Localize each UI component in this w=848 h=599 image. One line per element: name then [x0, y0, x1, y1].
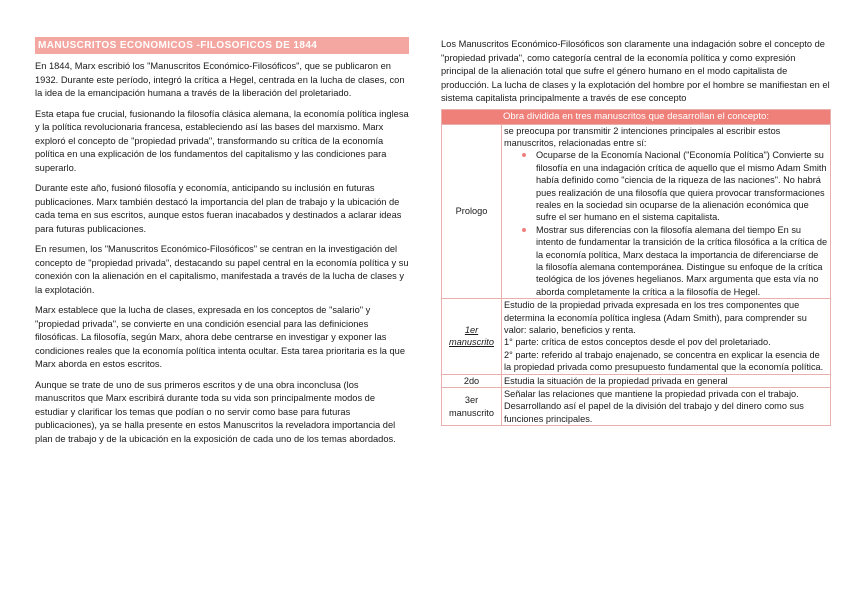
prologo-points — [504, 149, 828, 298]
paragraph-5: Marx establece que la lucha de clases, expresada en los conceptos de "salario" y "propiedad privada", se convierte en una condición esencial para las definiciones filosóficas. La filosofía, según Marx, ahora debe centrarse en investigar y exponer las condiciones reales que la economía política intenta ocultar. Esta tarea prioritaria es la que Marx aborda en estos escritos. — [35, 305, 406, 369]
row-label-tercero: 3er manuscrito — [442, 388, 502, 426]
paragraph-4: En resumen, los "Manuscritos Económico-Filosóficos" se centran en la investigación del concepto de "propiedad privada", destacando su papel central en la economía política y su conexión con la alienación en el capitalismo, manifestada a través de la lucha de clases y la explotación. — [35, 244, 409, 295]
row-label-segundo: 2do — [442, 374, 502, 387]
primero-line-1: Estudio de la propiedad privada expresada en los tres componentes que determina la economía política inglesa (Adam Smith), para comprender su valor: salario, beneficios y renta. — [504, 300, 807, 335]
table-header-row — [442, 109, 831, 124]
table-row-segundo — [442, 374, 831, 387]
row-content-segundo: Estudia la situación de la propiedad privada en general — [502, 374, 831, 387]
table-header: Obra dividida en tres manuscritos que desarrollan el concepto: — [442, 109, 831, 124]
left-column — [35, 37, 409, 446]
section-title: MANUSCRITOS ECONOMICOS -FILOSOFICOS DE 1844 — [35, 37, 409, 54]
row-label-prologo: Prologo — [442, 124, 502, 299]
table-row-prologo — [442, 124, 831, 299]
prologo-lead: se preocupa por transmitir 2 intenciones principales al escribir estos manuscritos, relacionadas entre sí: — [504, 125, 781, 148]
paragraph-1: En 1844, Marx escribió los "Manuscritos Económico-Filosóficos", que se publicaron en 1932. Durante este período, integró la crítica a Hegel, centrada en la lucha de clases, con la idea de la emancipación humana a través de la liberación del proletariado. — [35, 61, 405, 98]
row-content-prologo — [502, 124, 831, 299]
row-label-primero-link[interactable]: 1er manuscrito — [442, 299, 502, 374]
prologo-point-2: Mostrar sus diferencias con la filosofía alemana del tiempo En su intento de fundamentar la transición de la crítica filosófica a la crítica de la economía política, Marx destaca la importancia de diferenciarse de la filosofía alemana contemporánea. Distingue su enfoque de la crítica teológica de los jóvenes hegelianos. Marx argumenta que esta vía no aborda completamente la crítica a la filosofía de Hegel. — [522, 224, 828, 298]
primero-line-3: 2° parte: referido al trabajo enajenado, se concentra en explicar la esencia de la propiedad privada como presupuesto fundamental que la economía política. — [504, 349, 824, 373]
row-content-primero — [502, 299, 831, 374]
row-content-tercero: Señalar las relaciones que mantiene la propiedad privada con el trabajo. Desarrollando así el papel de la división del trabajo y del dinero como sus funciones principales. — [502, 388, 831, 426]
intro-paragraph: Los Manuscritos Económico-Filosóficos son claramente una indagación sobre el concepto de "propiedad privada", como categoría central de la economía política y como expresión principal de la alienación total que sufre el género humano en el modo capitalista de producción. La lucha de clases y la explotación del hombre por el hombre se manifiestan en el sistema capitalista principalmente a través de ese concepto — [441, 39, 830, 103]
paragraph-3: Durante este año, fusionó filosofía y economía, anticipando su inclusión en futuras publicaciones. Marx también destacó la importancia del plan de trabajo y la ubicación de cada tema en sus escritos, aunque estos fueran inacabados y destinados a aclarar ideas para futuras publicaciones. — [35, 183, 402, 234]
manuscripts-table — [441, 109, 831, 427]
table-row-primero — [442, 299, 831, 374]
prologo-point-1: Ocuparse de la Economía Nacional ("Economía Política") Convierte su filosofía en una indagación crítica de aquello que el mismo Adam Smith había definido como "ciencia de la riqueza de las naciones". No habrá pues realización de una filosofía que quiera provocar transformaciones reales en la sociedad sin ocuparse de la alienación económica que sufre el ser humano en el sistema capitalista. — [522, 149, 828, 223]
primero-line-2: 1° parte: crítica de estos conceptos desde el pov del proletariado. — [504, 337, 771, 348]
table-row-tercero — [442, 388, 831, 426]
right-column — [441, 38, 831, 426]
paragraph-2: Esta etapa fue crucial, fusionando la filosofía clásica alemana, la economía política inglesa y la política revolucionaria francesa, estableciendo así las bases del marxismo. Marx exploró el concepto de "propiedad privada", transformando su crítica de la economía política en una explicación de los fundamentos del capitalismo y las condiciones para superarlo. — [35, 108, 409, 173]
paragraph-6: Aunque se trate de uno de sus primeros escritos y de una obra inconclusa (los manuscritos que Marx escribirá durante toda su vida son principalmente modos de estudiar y clarificar los temas que podían o no servir como base para futuras publicaciones), ya se halla presente en estos Manuscritos la reveladora importancia del plan de trabajo y de la ubicación en la exposición de cada uno de los temas abordados. — [35, 379, 396, 444]
